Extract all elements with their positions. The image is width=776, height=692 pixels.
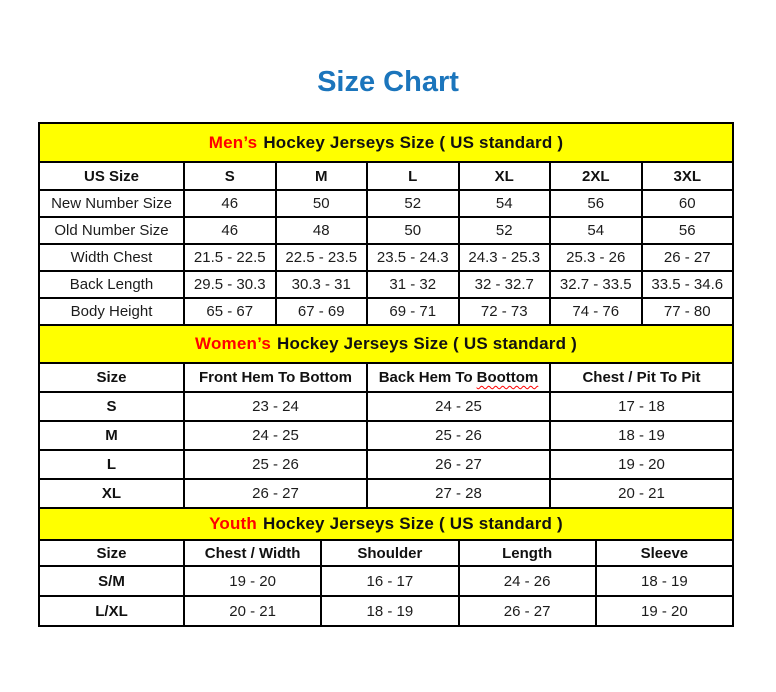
row-label: XL [39,479,184,508]
cell: 25.3 - 26 [550,244,642,271]
row-label: Back Length [39,271,184,298]
womens-col-back-hem-prefix: Back Hem To [378,369,473,386]
cell: 24 - 25 [367,392,550,421]
row-label: S [39,392,184,421]
row-label: L/XL [39,596,184,626]
cell: 24 - 26 [459,566,596,596]
cell: 18 - 19 [596,566,733,596]
youth-col-shoulder: Shoulder [321,540,458,566]
cell: 50 [367,217,459,244]
cell: 50 [276,190,368,217]
youth-col-length: Length [459,540,596,566]
cell: 20 - 21 [184,596,321,626]
cell: 21.5 - 22.5 [184,244,276,271]
cell: 33.5 - 34.6 [642,271,734,298]
youth-section-title [39,508,733,540]
cell: 20 - 21 [550,479,733,508]
cell: 17 - 18 [550,392,733,421]
womens-title-accent: Women’s [195,334,272,353]
cell: 52 [459,217,551,244]
cell: 24 - 25 [184,421,367,450]
cell: 69 - 71 [367,298,459,325]
cell: 65 - 67 [184,298,276,325]
table-row-body-height [39,298,733,325]
table-row-youth-sm [39,566,733,596]
cell: 23.5 - 24.3 [367,244,459,271]
cell: 72 - 73 [459,298,551,325]
row-label: Width Chest [39,244,184,271]
cell: 29.5 - 30.3 [184,271,276,298]
mens-col-2xl: 2XL [550,162,642,190]
row-label: S/M [39,566,184,596]
size-chart-tables [38,122,734,627]
youth-col-chest-width: Chest / Width [184,540,321,566]
mens-col-3xl: 3XL [642,162,734,190]
cell: 54 [459,190,551,217]
table-row-width-chest [39,244,733,271]
cell: 18 - 19 [321,596,458,626]
mens-col-l: L [367,162,459,190]
row-label: New Number Size [39,190,184,217]
womens-column-header-row [39,363,733,392]
womens-section-title [39,325,733,363]
table-row-youth-lxl [39,596,733,626]
mens-col-s: S [184,162,276,190]
table-row-womens-s [39,392,733,421]
cell: 26 - 27 [459,596,596,626]
mens-size-table [38,122,734,326]
cell: 25 - 26 [367,421,550,450]
mens-column-header-row [39,162,733,190]
cell: 30.3 - 31 [276,271,368,298]
youth-title-accent: Youth [209,514,257,533]
table-row-womens-xl [39,479,733,508]
youth-section-band [39,508,733,540]
cell: 24.3 - 25.3 [459,244,551,271]
table-row-old-number-size [39,217,733,244]
cell: 19 - 20 [596,596,733,626]
table-row-new-number-size [39,190,733,217]
cell: 16 - 17 [321,566,458,596]
youth-size-table [38,507,734,627]
row-label: M [39,421,184,450]
cell: 26 - 27 [184,479,367,508]
table-row-womens-l [39,450,733,479]
mens-title-rest: Hockey Jerseys Size ( US standard ) [263,132,564,152]
cell: 32 - 32.7 [459,271,551,298]
mens-section-title [39,123,733,162]
mens-col-m: M [276,162,368,190]
cell: 26 - 27 [367,450,550,479]
mens-title-accent: Men’s [208,132,258,152]
cell: 22.5 - 23.5 [276,244,368,271]
cell: 19 - 20 [184,566,321,596]
cell: 31 - 32 [367,271,459,298]
row-label: Old Number Size [39,217,184,244]
womens-section-band [39,325,733,363]
cell: 19 - 20 [550,450,733,479]
page-title: Size Chart [317,66,459,98]
cell: 67 - 69 [276,298,368,325]
youth-col-sleeve: Sleeve [596,540,733,566]
cell: 48 [276,217,368,244]
table-row-back-length [39,271,733,298]
cell: 18 - 19 [550,421,733,450]
misspelled-word: Boottom [476,369,539,386]
cell: 77 - 80 [642,298,734,325]
womens-col-chest-pit: Chest / Pit To Pit [550,363,733,392]
cell: 56 [642,217,734,244]
cell: 46 [184,217,276,244]
cell: 54 [550,217,642,244]
womens-size-table [38,324,734,509]
womens-col-back-hem [367,363,550,392]
cell: 25 - 26 [184,450,367,479]
youth-title-rest: Hockey Jerseys Size ( US standard ) [262,514,563,533]
womens-col-front-hem: Front Hem To Bottom [184,363,367,392]
mens-col-xl: XL [459,162,551,190]
cell: 23 - 24 [184,392,367,421]
youth-col-size: Size [39,540,184,566]
womens-col-size: Size [39,363,184,392]
table-row-womens-m [39,421,733,450]
youth-column-header-row [39,540,733,566]
mens-col-us-size: US Size [39,162,184,190]
row-label: Body Height [39,298,184,325]
cell: 60 [642,190,734,217]
cell: 46 [184,190,276,217]
cell: 32.7 - 33.5 [550,271,642,298]
cell: 56 [550,190,642,217]
cell: 26 - 27 [642,244,734,271]
cell: 27 - 28 [367,479,550,508]
womens-title-rest: Hockey Jerseys Size ( US standard ) [277,334,577,353]
cell: 74 - 76 [550,298,642,325]
cell: 52 [367,190,459,217]
row-label: L [39,450,184,479]
mens-section-band [39,123,733,162]
